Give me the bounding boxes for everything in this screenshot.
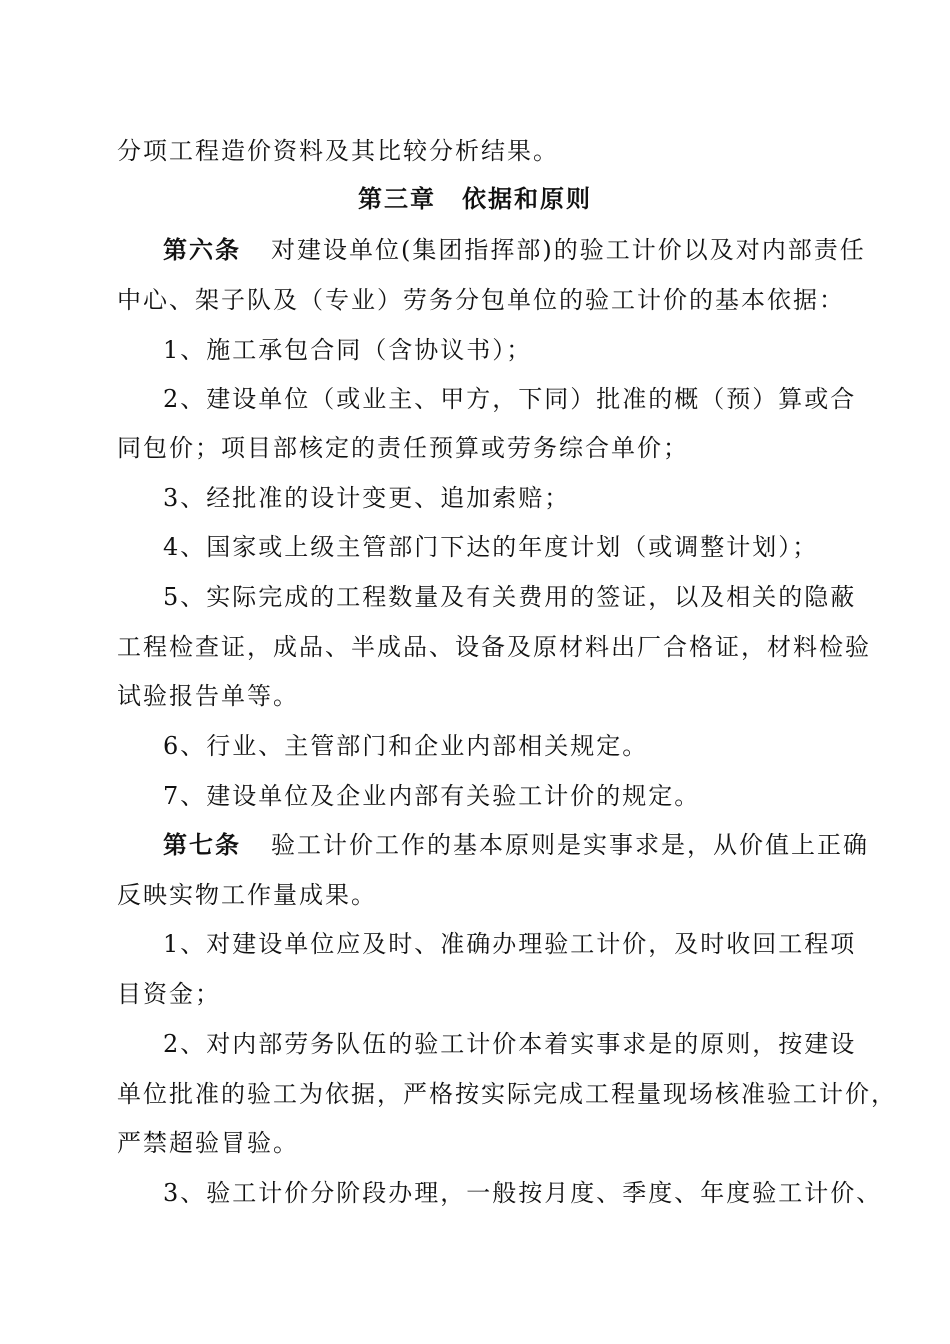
list-item: 4、国家或上级主管部门下达的年度计划（或调整计划）； (163, 533, 819, 561)
article-7-label: 第七条 (163, 831, 241, 859)
list-item: 1、对建设单位应及时、准确办理验工计价，及时收回工程项 (163, 930, 857, 958)
article-6-first-line (163, 235, 866, 265)
article-6-label: 第六条 (163, 236, 241, 264)
list-item: 2、对内部劳务队伍的验工计价本着实事求是的原则，按建设 (163, 1030, 857, 1058)
paragraph-line: 试验报告单等。 (117, 682, 299, 710)
paragraph-line: 严禁超验冒验。 (117, 1129, 299, 1157)
article-7-first-line (163, 830, 869, 860)
list-item: 3、验工计价分阶段办理，一般按月度、季度、年度验工计价、 (163, 1179, 883, 1207)
paragraph-line: 目资金； (117, 980, 221, 1008)
article-7-text: 验工计价工作的基本原则是实事求是，从价值上正确 (271, 831, 869, 859)
paragraph-line: 工程检查证，成品、半成品、设备及原材料出厂合格证，材料检验 (117, 633, 871, 661)
list-item: 1、施工承包合同（含协议书）； (163, 336, 533, 364)
paragraph-line: 分项工程造价资料及其比较分析结果。 (117, 137, 559, 165)
paragraph-line: 反映实物工作量成果。 (117, 881, 377, 909)
paragraph-line: 同包价；项目部核定的责任预算或劳务综合单价； (117, 434, 689, 462)
list-item: 6、行业、主管部门和企业内部相关规定。 (163, 732, 649, 760)
paragraph-line: 中心、架子队及（专业）劳务分包单位的验工计价的基本依据： (117, 286, 845, 314)
paragraph-line: 单位批准的验工为依据，严格按实际完成工程量现场核准验工计价， (117, 1080, 897, 1108)
list-item: 2、建设单位（或业主、甲方，下同）批准的概（预）算或合 (163, 385, 857, 413)
list-item: 5、实际完成的工程数量及有关费用的签证，以及相关的隐蔽 (163, 583, 857, 611)
list-item: 7、建设单位及企业内部有关验工计价的规定。 (163, 782, 701, 810)
article-6-text: 对建设单位(集团指挥部)的验工计价以及对内部责任 (271, 236, 866, 264)
chapter-title: 第三章 依据和原则 (358, 185, 592, 213)
list-item: 3、经批准的设计变更、追加索赔； (163, 484, 571, 512)
